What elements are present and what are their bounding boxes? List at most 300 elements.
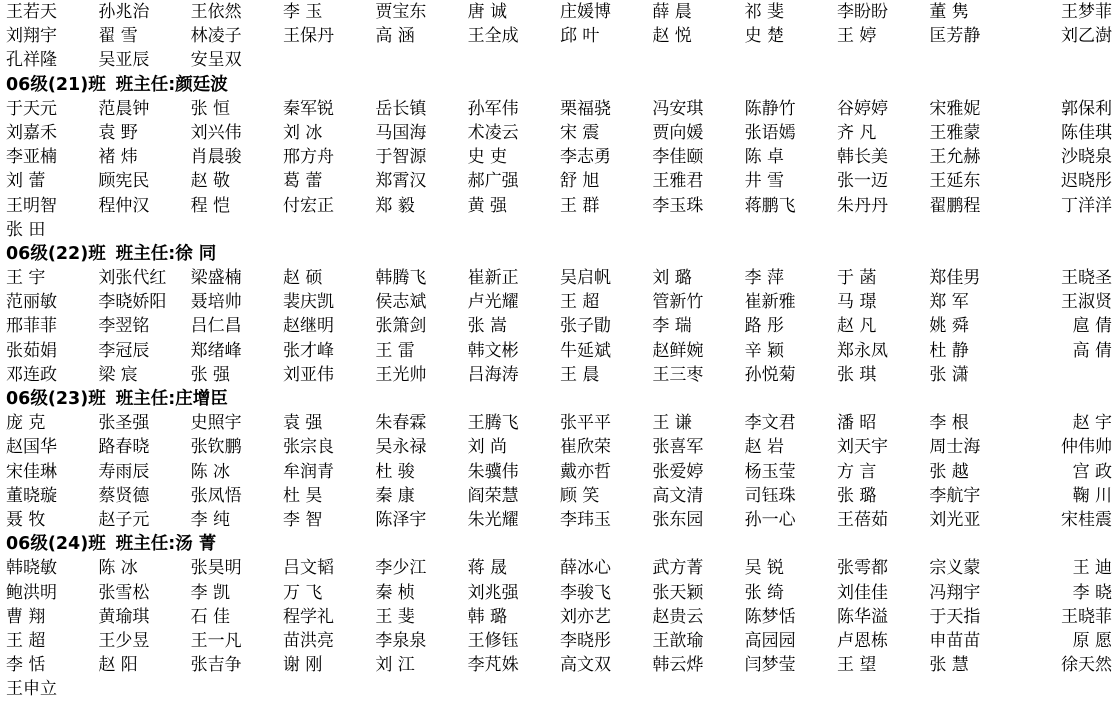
student-name: 张东园 xyxy=(652,509,704,530)
student-name: 谢 刚 xyxy=(283,655,323,676)
student-name: 谷婷婷 xyxy=(837,98,888,119)
student-name: 高文双 xyxy=(560,655,611,676)
student-name: 史 吏 xyxy=(467,147,508,168)
name-row xyxy=(6,218,1114,242)
student-name: 陈静竹 xyxy=(744,98,796,119)
student-name: 栗福骁 xyxy=(560,98,611,119)
student-name: 袁 强 xyxy=(283,413,323,434)
student-name: 邱 叶 xyxy=(560,26,600,47)
class-title: 06级(22)班 xyxy=(6,243,106,264)
student-name: 石 佳 xyxy=(190,606,231,627)
student-name: 马 璟 xyxy=(837,292,877,313)
student-name: 刘 璐 xyxy=(652,268,692,289)
student-name: 褚 炜 xyxy=(98,147,138,168)
head-teacher: 班主任:汤 菁 xyxy=(115,534,217,555)
student-name: 刘光亚 xyxy=(929,509,981,530)
student-name: 赵 阳 xyxy=(98,655,138,676)
student-name: 张爱婷 xyxy=(652,461,704,482)
student-name: 秦 康 xyxy=(375,485,415,506)
student-name: 杨玉莹 xyxy=(744,461,796,482)
student-name: 聂培帅 xyxy=(190,292,242,313)
student-name: 范晨钟 xyxy=(98,98,150,119)
student-name: 陈 卓 xyxy=(744,147,785,168)
student-name: 王雅君 xyxy=(652,171,704,192)
student-name: 付宏正 xyxy=(283,195,334,216)
student-name: 蒋 晟 xyxy=(467,558,508,579)
student-name: 韩长美 xyxy=(837,147,888,168)
student-name: 赵 硕 xyxy=(283,268,323,289)
student-name: 张 绮 xyxy=(744,582,785,603)
student-name: 吴启帆 xyxy=(560,268,611,289)
student-name: 陈佳琪 xyxy=(1061,122,1112,143)
student-name: 赵 宇 xyxy=(1072,413,1112,434)
student-name: 王 宇 xyxy=(6,268,46,289)
student-name: 王 婷 xyxy=(837,26,877,47)
student-name: 郑永凤 xyxy=(837,340,888,361)
student-name: 李佳颐 xyxy=(652,147,704,168)
student-name: 翟鹏程 xyxy=(929,195,981,216)
student-name: 蔡贤德 xyxy=(98,485,150,506)
student-name: 张 慧 xyxy=(929,655,969,676)
student-name: 刘亚伟 xyxy=(283,364,334,385)
student-name: 郝广强 xyxy=(467,171,519,192)
student-name: 赵贵云 xyxy=(652,606,704,627)
student-name: 宋佳琳 xyxy=(6,461,57,482)
name-row xyxy=(6,411,1114,435)
head-teacher: 班主任:颜廷波 xyxy=(115,74,228,95)
student-name: 高 倩 xyxy=(1072,340,1112,361)
student-name: 李 纯 xyxy=(190,509,231,530)
student-name: 张才峰 xyxy=(283,340,334,361)
student-name: 程学礼 xyxy=(283,606,334,627)
student-name: 张平平 xyxy=(560,413,611,434)
student-name: 万 飞 xyxy=(283,582,323,603)
student-name: 刘兆强 xyxy=(467,582,519,603)
student-name: 刘乙澍 xyxy=(1061,26,1112,47)
name-row xyxy=(6,677,1114,701)
student-name: 李芃姝 xyxy=(467,655,519,676)
student-name: 黄 强 xyxy=(467,195,508,216)
student-name: 秦军锐 xyxy=(283,98,334,119)
student-name: 王一凡 xyxy=(190,630,242,651)
class-header xyxy=(6,73,1114,97)
student-name: 刘亦艺 xyxy=(560,606,611,627)
student-name: 李 玉 xyxy=(283,2,323,22)
head-teacher: 班主任:庄增臣 xyxy=(115,389,228,409)
student-name: 肖晨骏 xyxy=(190,147,242,168)
student-name: 郑 军 xyxy=(929,292,969,313)
student-name: 迟晓彤 xyxy=(1061,171,1112,192)
student-name: 杜 骏 xyxy=(375,461,415,482)
student-name: 王若天 xyxy=(6,2,57,22)
class-header xyxy=(6,387,1114,411)
student-name: 张凤悟 xyxy=(190,485,242,506)
name-row xyxy=(6,508,1114,532)
student-name: 路 彤 xyxy=(744,316,785,337)
student-name: 吴亚辰 xyxy=(98,50,150,71)
student-name: 李 根 xyxy=(929,413,969,434)
student-name: 王光帅 xyxy=(375,364,427,385)
student-name: 王延东 xyxy=(929,171,981,192)
student-name: 王晓圣 xyxy=(1061,268,1112,289)
student-name: 李亚楠 xyxy=(6,147,57,168)
student-name: 蒋鹏飞 xyxy=(744,195,796,216)
student-name: 张 强 xyxy=(190,364,231,385)
student-name: 张宗良 xyxy=(283,437,334,458)
class-title: 06级(23)班 xyxy=(6,389,106,409)
student-name: 梁盛楠 xyxy=(190,268,242,289)
student-name: 王 雷 xyxy=(375,340,415,361)
student-name: 朱骥伟 xyxy=(467,461,519,482)
student-name: 吕文韬 xyxy=(283,558,334,579)
student-name: 张 琪 xyxy=(837,364,877,385)
student-name: 韩云烨 xyxy=(652,655,704,676)
student-name: 李翌铭 xyxy=(98,316,150,337)
student-name: 郑佳男 xyxy=(929,268,981,289)
student-name: 葛 蕾 xyxy=(283,171,323,192)
student-name: 邢菲菲 xyxy=(6,316,57,337)
student-name: 高 涵 xyxy=(375,26,415,47)
student-name: 张吉争 xyxy=(190,655,242,676)
student-name: 刘张代红 xyxy=(98,268,167,289)
student-name: 陈 冰 xyxy=(190,461,231,482)
student-name: 张雪松 xyxy=(98,582,150,603)
student-name: 李文君 xyxy=(744,413,796,434)
student-name: 崔欣荣 xyxy=(560,437,611,458)
student-name: 崔新正 xyxy=(467,268,519,289)
student-name: 陈 冰 xyxy=(98,558,138,579)
name-row xyxy=(6,24,1114,48)
student-name: 赵子元 xyxy=(98,509,150,530)
student-name: 吴永禄 xyxy=(375,437,427,458)
student-name: 邢方舟 xyxy=(283,147,334,168)
student-name: 郑 毅 xyxy=(375,195,415,216)
student-name: 赵 悦 xyxy=(652,26,692,47)
student-name: 于 菡 xyxy=(837,268,877,289)
student-name: 术凌云 xyxy=(467,122,519,143)
student-name: 王 超 xyxy=(560,292,600,313)
student-name: 原 愿 xyxy=(1072,630,1112,651)
student-name: 张喜军 xyxy=(652,437,704,458)
student-name: 翟 雪 xyxy=(98,26,138,47)
student-name: 鲍洪明 xyxy=(6,582,57,603)
student-name: 苗洪亮 xyxy=(283,630,334,651)
student-name: 宋雅妮 xyxy=(929,98,981,119)
student-name: 李 恬 xyxy=(6,655,46,676)
student-name: 寿雨辰 xyxy=(98,461,150,482)
student-name: 孙一心 xyxy=(744,509,796,530)
student-name: 李 凯 xyxy=(190,582,231,603)
student-name: 薛 晨 xyxy=(652,2,692,22)
student-name: 丁洋洋 xyxy=(1061,195,1112,216)
student-name: 申苗苗 xyxy=(929,630,981,651)
student-name: 刘翔宇 xyxy=(6,26,57,47)
student-name: 贾向媛 xyxy=(652,122,704,143)
student-name: 刘佳佳 xyxy=(837,582,888,603)
name-row xyxy=(6,97,1114,121)
student-name: 刘 蕾 xyxy=(6,171,46,192)
student-name: 戴亦哲 xyxy=(560,461,611,482)
student-name: 舒 旭 xyxy=(560,171,600,192)
student-name: 王 谦 xyxy=(652,413,692,434)
student-name: 袁 野 xyxy=(98,122,138,143)
student-name: 卢恩栋 xyxy=(837,630,888,651)
name-row xyxy=(6,556,1114,580)
student-name: 高园园 xyxy=(744,630,796,651)
student-name: 徐天然 xyxy=(1061,655,1112,676)
student-name: 李骏飞 xyxy=(560,582,611,603)
student-name: 高文清 xyxy=(652,485,704,506)
student-name: 韩晓敏 xyxy=(6,558,57,579)
name-row xyxy=(6,48,1114,72)
student-name: 赵 凡 xyxy=(837,316,877,337)
student-name: 秦 桢 xyxy=(375,582,415,603)
student-name: 张钦鹏 xyxy=(190,437,242,458)
student-name: 姚 舜 xyxy=(929,316,969,337)
head-teacher: 班主任:徐 同 xyxy=(115,243,217,264)
student-name: 井 雪 xyxy=(744,171,785,192)
class-title: 06级(24)班 xyxy=(6,534,106,555)
student-name: 王 群 xyxy=(560,195,600,216)
student-name: 李志勇 xyxy=(560,147,611,168)
student-name: 顾宪民 xyxy=(98,171,150,192)
student-name: 朱春霖 xyxy=(375,413,427,434)
student-name: 匡芳静 xyxy=(929,26,981,47)
student-name: 王腾飞 xyxy=(467,413,519,434)
student-name: 王雅蒙 xyxy=(929,122,981,143)
student-name: 王全成 xyxy=(467,26,519,47)
student-name: 曹 翔 xyxy=(6,606,46,627)
student-name: 齐 凡 xyxy=(837,122,877,143)
student-name: 王 晨 xyxy=(560,364,600,385)
student-name: 方 言 xyxy=(837,461,877,482)
student-name: 王保丹 xyxy=(283,26,334,47)
student-name: 郭保利 xyxy=(1061,98,1112,119)
name-row xyxy=(6,339,1114,363)
student-name: 李 智 xyxy=(283,509,323,530)
name-row xyxy=(6,169,1114,193)
student-name: 董 隽 xyxy=(929,2,969,22)
student-name: 张 嵩 xyxy=(467,316,508,337)
student-name: 路春晓 xyxy=(98,437,150,458)
student-name: 张 璐 xyxy=(837,485,877,506)
student-name: 吕仁昌 xyxy=(190,316,242,337)
student-name: 仲伟帅 xyxy=(1061,437,1112,458)
student-name: 吴 锐 xyxy=(744,558,785,579)
student-name: 阎荣慧 xyxy=(467,485,519,506)
student-name: 于天指 xyxy=(929,606,981,627)
student-name: 杜 静 xyxy=(929,340,969,361)
student-name: 程 恺 xyxy=(190,195,231,216)
student-name: 裴庆凯 xyxy=(283,292,334,313)
student-name: 吕海涛 xyxy=(467,364,519,385)
student-name: 李晓娇阳 xyxy=(98,292,167,313)
student-name: 王修钰 xyxy=(467,630,519,651)
student-name: 孙悦菊 xyxy=(744,364,796,385)
student-name: 陈梦恬 xyxy=(744,606,796,627)
student-name: 牛延斌 xyxy=(560,340,611,361)
student-name: 侯志斌 xyxy=(375,292,427,313)
student-name: 李玮玉 xyxy=(560,509,611,530)
student-name: 林凌子 xyxy=(190,26,242,47)
student-name: 薛冰心 xyxy=(560,558,611,579)
student-name: 王依然 xyxy=(190,2,242,22)
student-name: 孙兆治 xyxy=(98,2,150,22)
student-name: 于智源 xyxy=(375,147,427,168)
student-name: 朱光耀 xyxy=(467,509,519,530)
student-name: 顾 笑 xyxy=(560,485,600,506)
student-name: 李 萍 xyxy=(744,268,785,289)
name-row xyxy=(6,484,1114,508)
name-row xyxy=(6,121,1114,145)
student-name: 宋桂震 xyxy=(1061,509,1112,530)
student-name: 王梦菲 xyxy=(1061,2,1112,22)
student-name: 韩 璐 xyxy=(467,606,508,627)
student-name: 安呈双 xyxy=(190,50,242,71)
student-name: 刘兴伟 xyxy=(190,122,242,143)
student-name: 刘 江 xyxy=(375,655,415,676)
student-name: 王三枣 xyxy=(652,364,704,385)
student-name: 祁 斐 xyxy=(744,2,785,22)
name-row xyxy=(6,629,1114,653)
name-row xyxy=(6,435,1114,459)
student-name: 庞 克 xyxy=(6,413,46,434)
student-name: 董晓璇 xyxy=(6,485,57,506)
name-row xyxy=(6,605,1114,629)
student-name: 辛 颖 xyxy=(744,340,785,361)
student-name: 张子勖 xyxy=(560,316,611,337)
student-name: 贾宝东 xyxy=(375,2,427,22)
student-name: 史 楚 xyxy=(744,26,785,47)
name-row xyxy=(6,314,1114,338)
student-name: 张雩都 xyxy=(837,558,888,579)
student-name: 史照宇 xyxy=(190,413,242,434)
student-name: 杜 昊 xyxy=(283,485,323,506)
student-name: 王 望 xyxy=(837,655,877,676)
student-name: 李航宇 xyxy=(929,485,981,506)
student-name: 张昊明 xyxy=(190,558,242,579)
student-name: 张一迈 xyxy=(837,171,888,192)
name-row xyxy=(6,363,1114,387)
student-name: 韩文彬 xyxy=(467,340,519,361)
student-name: 赵 岩 xyxy=(744,437,785,458)
student-name: 宫 政 xyxy=(1072,461,1112,482)
class-roster-document xyxy=(6,0,1114,701)
student-name: 张 潇 xyxy=(929,364,969,385)
name-row xyxy=(6,266,1114,290)
student-name: 李少江 xyxy=(375,558,427,579)
student-name: 李 晓 xyxy=(1072,582,1112,603)
student-name: 周士海 xyxy=(929,437,981,458)
student-name: 冯安琪 xyxy=(652,98,704,119)
name-row xyxy=(6,194,1114,218)
student-name: 张茹娟 xyxy=(6,340,57,361)
student-name: 卢光耀 xyxy=(467,292,519,313)
student-name: 陈泽宇 xyxy=(375,509,427,530)
name-row xyxy=(6,653,1114,677)
student-name: 刘 尚 xyxy=(467,437,508,458)
name-row xyxy=(6,0,1114,24)
student-name: 朱丹丹 xyxy=(837,195,888,216)
student-name: 庄媛博 xyxy=(560,2,611,22)
student-name: 梁 宸 xyxy=(98,364,138,385)
student-name: 黄瑜琪 xyxy=(98,606,150,627)
student-name: 潘 昭 xyxy=(837,413,877,434)
student-name: 李盼盼 xyxy=(837,2,888,22)
student-name: 马国海 xyxy=(375,122,427,143)
student-name: 刘天宇 xyxy=(837,437,888,458)
student-name: 张天颖 xyxy=(652,582,704,603)
student-name: 李 瑞 xyxy=(652,316,692,337)
student-name: 王 超 xyxy=(6,630,46,651)
student-name: 王晓菲 xyxy=(1061,606,1112,627)
class-title: 06级(21)班 xyxy=(6,74,106,95)
class-header xyxy=(6,242,1114,266)
student-name: 王蓓茹 xyxy=(837,509,888,530)
student-name: 管新竹 xyxy=(652,292,704,313)
student-name: 赵 敬 xyxy=(190,171,231,192)
student-name: 扈 倩 xyxy=(1072,316,1112,337)
student-name: 鞠 川 xyxy=(1072,485,1112,506)
student-name: 王 迪 xyxy=(1072,558,1112,579)
student-name: 郑霄汉 xyxy=(375,171,427,192)
student-name: 于天元 xyxy=(6,98,57,119)
name-row xyxy=(6,145,1114,169)
class-header xyxy=(6,532,1114,556)
student-name: 范丽敏 xyxy=(6,292,57,313)
student-name: 宋 震 xyxy=(560,122,600,143)
name-row xyxy=(6,460,1114,484)
student-name: 聂 牧 xyxy=(6,509,46,530)
student-name: 赵继明 xyxy=(283,316,334,337)
student-name: 李晓彤 xyxy=(560,630,611,651)
student-name: 张语嫣 xyxy=(744,122,796,143)
student-name: 王 斐 xyxy=(375,606,415,627)
student-name: 王淑贤 xyxy=(1061,292,1112,313)
student-name: 赵国华 xyxy=(6,437,57,458)
student-name: 韩腾飞 xyxy=(375,268,427,289)
student-name: 沙晓泉 xyxy=(1061,147,1112,168)
student-name: 赵鲜婉 xyxy=(652,340,704,361)
student-name: 张圣强 xyxy=(98,413,150,434)
student-name: 王明智 xyxy=(6,195,57,216)
student-name: 冯翔宇 xyxy=(929,582,981,603)
student-name: 刘 冰 xyxy=(283,122,323,143)
student-name: 郑绪峰 xyxy=(190,340,242,361)
student-name: 王申立 xyxy=(6,679,57,700)
student-name: 程仲汉 xyxy=(98,195,150,216)
name-row xyxy=(6,290,1114,314)
student-name: 邓连政 xyxy=(6,364,57,385)
student-name: 孔祥隆 xyxy=(6,50,57,71)
student-name: 陈华溢 xyxy=(837,606,888,627)
student-name: 岳长镇 xyxy=(375,98,427,119)
student-name: 崔新雅 xyxy=(744,292,796,313)
student-name: 张 越 xyxy=(929,461,969,482)
student-name: 李泉泉 xyxy=(375,630,427,651)
student-name: 闫梦莹 xyxy=(744,655,796,676)
student-name: 牟润青 xyxy=(283,461,334,482)
name-row xyxy=(6,581,1114,605)
student-name: 武方菁 xyxy=(652,558,704,579)
student-name: 刘嘉禾 xyxy=(6,122,57,143)
student-name: 张箫剑 xyxy=(375,316,427,337)
student-name: 宗义蒙 xyxy=(929,558,981,579)
student-name: 张 田 xyxy=(6,219,46,240)
student-name: 王少昱 xyxy=(98,630,150,651)
student-name: 王歆瑜 xyxy=(652,630,704,651)
student-name: 司钰珠 xyxy=(744,485,796,506)
